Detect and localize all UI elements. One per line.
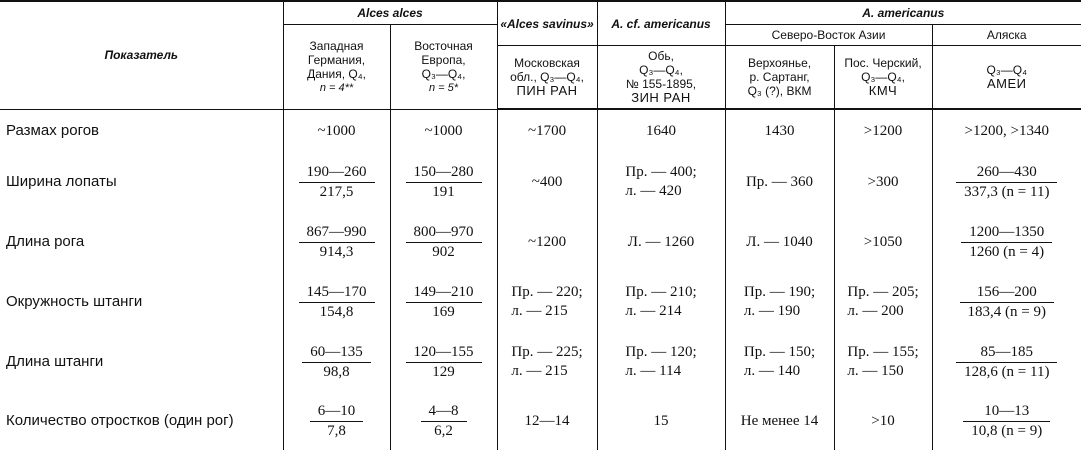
table-cell bbox=[725, 152, 834, 212]
table-cell bbox=[932, 212, 1081, 272]
mean-value: 191 bbox=[432, 183, 455, 200]
row-label: Размах рогов bbox=[6, 121, 100, 139]
left-value: л. — 215 bbox=[511, 363, 568, 379]
table-cell bbox=[834, 272, 932, 332]
table-cell bbox=[497, 392, 597, 450]
range-mean-value bbox=[299, 223, 375, 262]
left-value: л. — 140 bbox=[743, 363, 801, 379]
row-label: Ширина лопаты bbox=[6, 173, 117, 190]
header-col-moscow: Московская обл., Q₃—Q₄, ПИН РАН bbox=[497, 46, 597, 110]
value-text: >10 bbox=[871, 413, 895, 429]
left-value: л. — 420 bbox=[625, 183, 682, 199]
range-mean-value bbox=[299, 163, 375, 202]
value-text: Л. — 1260 bbox=[627, 234, 695, 250]
range-value: 867—990 bbox=[299, 223, 375, 243]
table-cell bbox=[597, 332, 725, 392]
range-mean-value bbox=[406, 283, 482, 322]
left-value: л. — 214 bbox=[625, 303, 682, 319]
header-group-cf-americanus: A. cf. americanus bbox=[597, 1, 725, 46]
right-value: Пр. — 220; bbox=[511, 284, 583, 300]
table-cell bbox=[597, 272, 725, 332]
range-mean-value bbox=[302, 343, 371, 382]
right-value: Пр. — 155; bbox=[847, 344, 919, 360]
left-value: л. — 215 bbox=[511, 303, 568, 319]
range-value: 1200—1350 bbox=[961, 223, 1052, 243]
right-value: Пр. — 210; bbox=[625, 284, 697, 300]
range-mean-value bbox=[960, 283, 1054, 322]
header-col-ob: Обь, Q₃—Q₄, № 155-1895, ЗИН РАН bbox=[597, 46, 725, 110]
mean-value: 7,8 bbox=[327, 422, 346, 439]
header-group-alces-alces: Alces alces bbox=[283, 1, 497, 25]
table-cell bbox=[834, 332, 932, 392]
table-cell bbox=[390, 212, 497, 272]
header-col-alaska: Q₃—Q₄ АМЕИ bbox=[932, 46, 1081, 110]
table-cell bbox=[390, 332, 497, 392]
right-value: Пр. — 225; bbox=[511, 344, 583, 360]
right-left-values bbox=[511, 283, 582, 321]
right-value: Пр. — 400; bbox=[625, 164, 697, 180]
table-cell bbox=[283, 212, 390, 272]
table-cell bbox=[497, 152, 597, 212]
right-value: Пр. — 190; bbox=[743, 284, 816, 300]
table-cell bbox=[497, 272, 597, 332]
table-cell bbox=[834, 392, 932, 450]
range-mean-value bbox=[310, 402, 364, 441]
range-mean-value bbox=[406, 223, 482, 262]
value-text: ~400 bbox=[531, 174, 563, 190]
table-cell bbox=[834, 152, 932, 212]
value-text: ~1200 bbox=[527, 234, 567, 250]
range-value: 145—170 bbox=[299, 283, 375, 303]
table-row bbox=[0, 392, 1081, 450]
value-text: Не менее 14 bbox=[740, 413, 819, 429]
right-left-values bbox=[744, 283, 815, 321]
mean-value: 98,8 bbox=[323, 363, 350, 380]
table-row bbox=[0, 212, 1081, 272]
row-label: Окружность штанги bbox=[6, 293, 143, 310]
table-cell bbox=[932, 109, 1081, 152]
value-text: ~1700 bbox=[527, 123, 567, 139]
range-value: 156—200 bbox=[960, 283, 1054, 303]
range-value: 260—430 bbox=[956, 163, 1057, 183]
range-mean-value bbox=[299, 283, 375, 322]
table-cell bbox=[497, 332, 597, 392]
range-value: 150—280 bbox=[406, 163, 482, 183]
table-cell bbox=[390, 152, 497, 212]
mean-value: 183,4 (n = 9) bbox=[967, 303, 1046, 320]
range-value: 4—8 bbox=[421, 402, 467, 422]
value-text: ~1000 bbox=[317, 122, 356, 139]
table-row bbox=[0, 272, 1081, 332]
table-cell bbox=[283, 152, 390, 212]
table-row bbox=[0, 109, 1081, 152]
left-value: л. — 190 bbox=[743, 303, 801, 319]
range-value: 800—970 bbox=[406, 223, 482, 243]
mean-value: 914,3 bbox=[319, 243, 354, 260]
header-col-chersky: Пос. Черский, Q₃—Q₄, КМЧ bbox=[834, 46, 932, 110]
left-value: л. — 150 bbox=[847, 363, 904, 379]
table-cell bbox=[932, 272, 1081, 332]
header-subgroup-ne-asia: Северо-Восток Азии bbox=[725, 25, 932, 46]
mean-value: 1260 (n = 4) bbox=[969, 243, 1045, 260]
right-left-values bbox=[625, 343, 696, 381]
range-mean-value bbox=[956, 163, 1057, 202]
table-cell bbox=[725, 212, 834, 272]
header-group-americanus: A. americanus bbox=[725, 1, 1081, 25]
mean-value: 10,8 (n = 9) bbox=[971, 422, 1043, 439]
mean-value: 337,3 (n = 11) bbox=[964, 183, 1050, 200]
range-value: 60—135 bbox=[302, 343, 371, 363]
value-text: >1200, >1340 bbox=[964, 123, 1049, 139]
right-value: Пр. — 150; bbox=[743, 344, 816, 360]
mean-value: 217,5 bbox=[319, 183, 354, 200]
table-cell bbox=[497, 109, 597, 152]
right-left-values bbox=[847, 283, 918, 321]
header-col-west-germany: Западная Германия, Дания, Q₄, n = 4** bbox=[283, 25, 390, 110]
table-cell bbox=[597, 212, 725, 272]
right-left-values bbox=[511, 343, 582, 381]
header-col-east-europe: Восточная Европа, Q₃—Q₄, n = 5* bbox=[390, 25, 497, 110]
value-text: >300 bbox=[867, 174, 899, 190]
table-cell bbox=[390, 272, 497, 332]
value-text: 12—14 bbox=[524, 413, 570, 429]
table-cell bbox=[390, 392, 497, 450]
table-cell bbox=[725, 272, 834, 332]
row-label: Длина рога bbox=[6, 233, 85, 250]
value-text: 1430 bbox=[764, 123, 795, 139]
value-text: 1640 bbox=[646, 123, 677, 139]
mean-value: 128,6 (n = 11) bbox=[964, 363, 1050, 380]
value-text: >1050 bbox=[863, 234, 903, 250]
table-body bbox=[0, 109, 1081, 450]
range-value: 10—13 bbox=[963, 402, 1050, 422]
table-cell bbox=[932, 332, 1081, 392]
mean-value: 129 bbox=[432, 363, 455, 380]
value-text: 15 bbox=[653, 413, 669, 429]
value-text: ~1000 bbox=[424, 122, 463, 139]
range-mean-value bbox=[406, 163, 482, 202]
table-row bbox=[0, 332, 1081, 392]
header-label-col: Показатель bbox=[0, 1, 283, 109]
table-cell bbox=[597, 392, 725, 450]
right-value: Пр. — 205; bbox=[847, 284, 919, 300]
table-row bbox=[0, 152, 1081, 212]
range-value: 6—10 bbox=[310, 402, 364, 422]
right-left-values bbox=[744, 343, 815, 381]
header-col-verkhoyanye: Верхоянье, р. Сартанг, Q₃ (?), ВКМ bbox=[725, 46, 834, 110]
table-cell bbox=[390, 109, 497, 152]
right-left-values bbox=[625, 163, 696, 201]
table-cell bbox=[597, 109, 725, 152]
table-cell bbox=[725, 392, 834, 450]
range-value: 120—155 bbox=[406, 343, 482, 363]
table-cell bbox=[834, 212, 932, 272]
table-cell bbox=[497, 212, 597, 272]
header-group-alces-savinus: «Alces savinus» bbox=[497, 1, 597, 46]
range-mean-value bbox=[956, 343, 1057, 382]
table-cell bbox=[834, 109, 932, 152]
value-text: Л. — 1040 bbox=[746, 234, 813, 250]
range-mean-value bbox=[406, 343, 482, 382]
range-mean-value bbox=[421, 402, 467, 441]
right-value: Пр. — 120; bbox=[625, 344, 697, 360]
range-value: 190—260 bbox=[299, 163, 375, 183]
table-cell bbox=[725, 332, 834, 392]
table-header bbox=[0, 1, 1081, 109]
row-label: Длина штанги bbox=[6, 353, 104, 370]
range-value: 149—210 bbox=[406, 283, 482, 303]
mean-value: 6,2 bbox=[434, 422, 453, 439]
header-subgroup-alaska: Аляска bbox=[932, 25, 1081, 46]
table-cell bbox=[597, 152, 725, 212]
right-left-values bbox=[625, 283, 696, 321]
mean-value: 169 bbox=[432, 303, 455, 320]
range-value: 85—185 bbox=[956, 343, 1057, 363]
value-text: >1200 bbox=[863, 123, 903, 139]
table-cell bbox=[725, 109, 834, 152]
row-label: Количество отростков (один рог) bbox=[6, 412, 234, 429]
value-text: Пр. — 360 bbox=[745, 174, 814, 190]
table-cell bbox=[283, 332, 390, 392]
table-cell bbox=[283, 109, 390, 152]
left-value: л. — 200 bbox=[847, 303, 904, 319]
table-cell bbox=[283, 272, 390, 332]
range-mean-value bbox=[961, 223, 1052, 262]
range-mean-value bbox=[963, 402, 1050, 441]
right-left-values bbox=[847, 343, 918, 381]
left-value: л. — 114 bbox=[625, 363, 682, 379]
mean-value: 902 bbox=[432, 243, 455, 260]
table-cell bbox=[283, 392, 390, 450]
table-cell bbox=[932, 392, 1081, 450]
mean-value: 154,8 bbox=[319, 303, 354, 320]
table-cell bbox=[932, 152, 1081, 212]
